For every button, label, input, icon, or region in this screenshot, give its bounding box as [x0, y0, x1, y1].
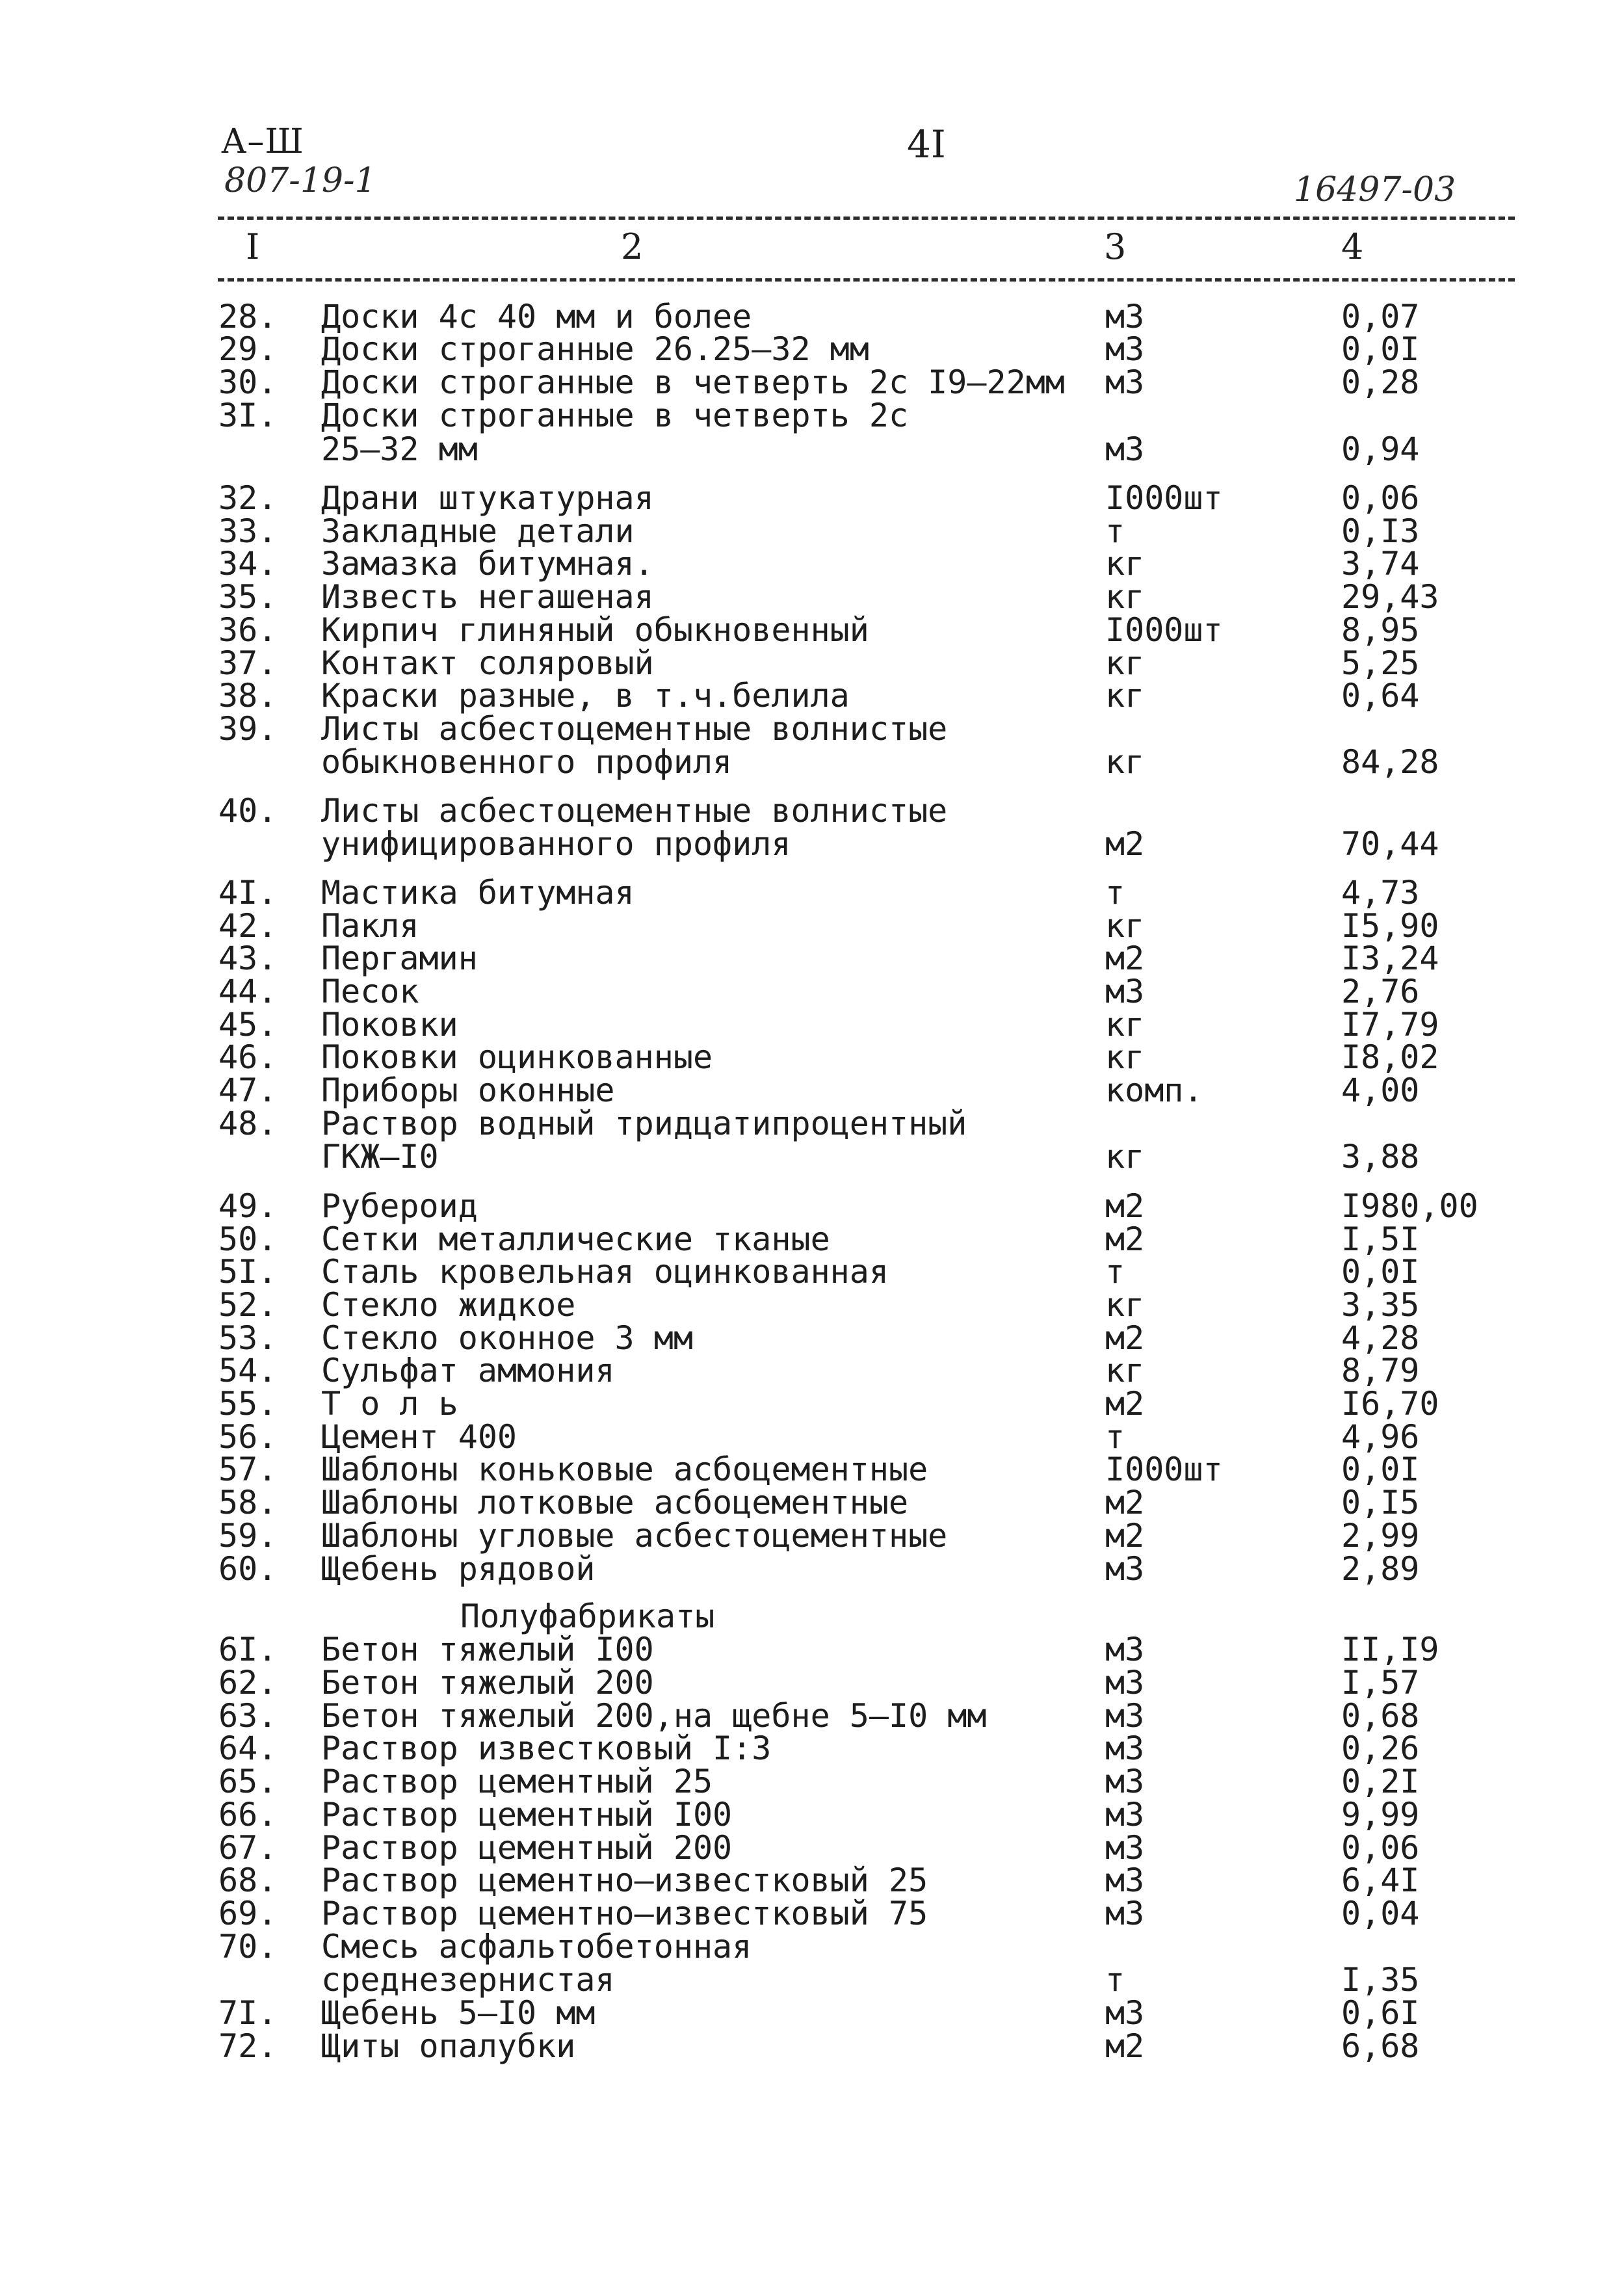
unit-of-measure: комп.	[1105, 1072, 1203, 1109]
material-name: Раствор цементно–известковый 75	[321, 1895, 928, 1932]
quantity: 4,73	[1341, 874, 1420, 912]
quantity: 29,43	[1341, 578, 1439, 616]
row-number: 60.	[218, 1550, 278, 1588]
material-name: Песок	[321, 973, 419, 1010]
row-number: 43.	[218, 940, 278, 977]
unit-of-measure: т	[1105, 1961, 1125, 1999]
quantity: 0,94	[1341, 430, 1420, 468]
material-name: обыкновенного профиля	[321, 743, 733, 781]
row-number: 42.	[218, 907, 278, 945]
quantity: 2,76	[1341, 973, 1420, 1010]
material-name: Доски строганные в четверть 2с	[321, 397, 909, 434]
unit-of-measure: м3	[1105, 430, 1145, 468]
quantity: 2,89	[1341, 1550, 1420, 1588]
quantity: 0,64	[1341, 677, 1420, 715]
material-name: Мастика битумная	[321, 874, 635, 912]
unit-of-measure: м3	[1105, 1796, 1145, 1834]
material-name: ГКЖ–I0	[321, 1138, 439, 1176]
quantity: 6,4I	[1341, 1861, 1420, 1899]
material-name: Пакля	[321, 907, 419, 945]
row-number: 34.	[218, 545, 278, 583]
unit-of-measure: I000шт	[1105, 479, 1223, 517]
quantity: 0,0I	[1341, 1451, 1420, 1488]
quantity: 0,06	[1341, 479, 1420, 517]
unit-of-measure: м3	[1105, 973, 1145, 1010]
quantity: 0,26	[1341, 1729, 1420, 1767]
row-number: 59.	[218, 1517, 278, 1555]
unit-of-measure: кг	[1105, 1352, 1145, 1389]
unit-of-measure: кг	[1105, 1138, 1145, 1176]
material-name: Поковки	[321, 1006, 458, 1044]
material-name: Стекло оконное 3 мм	[321, 1319, 693, 1357]
row-number: 57.	[218, 1451, 278, 1488]
quantity: 0,I5	[1341, 1484, 1420, 1521]
quantity: 0,2I	[1341, 1763, 1420, 1800]
unit-of-measure: м3	[1105, 1631, 1145, 1668]
material-name: Сульфат аммония	[321, 1352, 615, 1389]
unit-of-measure: м2	[1105, 2027, 1145, 2065]
row-number: 40.	[218, 792, 278, 830]
material-name: Бетон тяжелый 200,на щебне 5–I0 мм	[321, 1697, 987, 1735]
unit-of-measure: кг	[1105, 743, 1145, 781]
row-number: 36.	[218, 611, 278, 649]
unit-of-measure: м3	[1105, 1829, 1145, 1867]
unit-of-measure: м2	[1105, 940, 1145, 977]
material-name: Сталь кровельная оцинкованная	[321, 1253, 889, 1291]
material-name: Листы асбестоцементные волнистые	[321, 710, 948, 748]
material-name: Приборы оконные	[321, 1072, 615, 1109]
unit-of-measure: кг	[1105, 1038, 1145, 1076]
quantity: 2,99	[1341, 1517, 1420, 1555]
unit-of-measure: м2	[1105, 1220, 1145, 1258]
material-name: Пергамин	[321, 940, 478, 977]
row-number: 49.	[218, 1187, 278, 1225]
quantity: 0,0I	[1341, 1253, 1420, 1291]
unit-of-measure: I000шт	[1105, 1451, 1223, 1488]
unit-of-measure: м2	[1105, 1319, 1145, 1357]
quantity: I6,70	[1341, 1385, 1439, 1423]
quantity: I,57	[1341, 1664, 1420, 1702]
material-name: Доски 4с 40 мм и более	[321, 298, 752, 335]
quantity: 8,95	[1341, 611, 1420, 649]
unit-of-measure: м3	[1105, 298, 1145, 335]
material-name: Замазка битумная.	[321, 545, 654, 583]
row-number: 67.	[218, 1829, 278, 1867]
handwritten-note-left: 807-19-1	[224, 161, 376, 200]
row-number: 30.	[218, 363, 278, 401]
quantity: 0,28	[1341, 363, 1420, 401]
quantity: 4,28	[1341, 1319, 1420, 1357]
unit-of-measure: м3	[1105, 1763, 1145, 1800]
row-number: 52.	[218, 1286, 278, 1324]
material-name: Смесь асфальтобетонная	[321, 1928, 752, 1966]
row-number: 64.	[218, 1729, 278, 1767]
material-name: Раствор известковый I:3	[321, 1729, 772, 1767]
row-number: 33.	[218, 512, 278, 550]
material-name: среднезернистая	[321, 1961, 615, 1999]
unit-of-measure: м3	[1105, 1994, 1145, 2032]
material-name: Доски строганные в четверть 2с I9–22мм	[321, 363, 1065, 401]
quantity: 3,74	[1341, 545, 1420, 583]
row-number: 35.	[218, 578, 278, 616]
row-number: 47.	[218, 1072, 278, 1109]
quantity: 0,06	[1341, 1829, 1420, 1867]
row-number: 46.	[218, 1038, 278, 1076]
quantity: I7,79	[1341, 1006, 1439, 1044]
row-number: 38.	[218, 677, 278, 715]
row-number: 55.	[218, 1385, 278, 1423]
quantity: 0,6I	[1341, 1994, 1420, 2032]
material-name: Бетон тяжелый I00	[321, 1631, 654, 1668]
unit-of-measure: I000шт	[1105, 611, 1223, 649]
quantity: I5,90	[1341, 907, 1439, 945]
unit-of-measure: м3	[1105, 330, 1145, 368]
row-number: 48.	[218, 1105, 278, 1142]
page-number: 4I	[907, 122, 946, 166]
material-name: Кирпич глиняный обыкновенный	[321, 611, 869, 649]
row-number: 62.	[218, 1664, 278, 1702]
material-name: 25–32 мм	[321, 430, 478, 468]
row-number: 4I.	[218, 874, 278, 912]
column-header-3: 3	[1104, 226, 1127, 267]
row-number: 45.	[218, 1006, 278, 1044]
row-number: 44.	[218, 973, 278, 1010]
row-number: 53.	[218, 1319, 278, 1357]
row-number: 6I.	[218, 1631, 278, 1668]
quantity: 0,07	[1341, 298, 1420, 335]
unit-of-measure: м2	[1105, 1187, 1145, 1225]
quantity: 5,25	[1341, 644, 1420, 682]
quantity: 4,96	[1341, 1418, 1420, 1456]
material-name: Щиты опалубки	[321, 2027, 576, 2065]
material-name: унифицированного профиля	[321, 825, 791, 863]
row-number: 32.	[218, 479, 278, 517]
material-name: Раствор цементный 200	[321, 1829, 733, 1867]
unit-of-measure: м3	[1105, 1895, 1145, 1932]
quantity: 70,44	[1341, 825, 1439, 863]
material-name: Шаблоны лотковые асбоцементные	[321, 1484, 909, 1521]
unit-of-measure: т	[1105, 1253, 1125, 1291]
unit-of-measure: кг	[1105, 907, 1145, 945]
unit-of-measure: кг	[1105, 1286, 1145, 1324]
material-name: Драни штукатурная	[321, 479, 654, 517]
row-number: 65.	[218, 1763, 278, 1800]
unit-of-measure: т	[1105, 874, 1125, 912]
material-name: Стекло жидкое	[321, 1286, 576, 1324]
row-number: 50.	[218, 1220, 278, 1258]
unit-of-measure: м3	[1105, 1861, 1145, 1899]
handwritten-note-right: 16497-03	[1294, 170, 1456, 209]
column-header-1: I	[246, 226, 260, 267]
unit-of-measure: м3	[1105, 1664, 1145, 1702]
material-name: Сетки металлические тканые	[321, 1220, 830, 1258]
material-name: Краски разные, в т.ч.белила	[321, 677, 850, 715]
column-header-4: 4	[1341, 226, 1364, 267]
row-number: 28.	[218, 298, 278, 335]
material-name: Т о л ь	[321, 1385, 458, 1423]
unit-of-measure: м3	[1105, 1697, 1145, 1735]
unit-of-measure: кг	[1105, 578, 1145, 616]
unit-of-measure: кг	[1105, 677, 1145, 715]
unit-of-measure: т	[1105, 1418, 1125, 1456]
row-number: 37.	[218, 644, 278, 682]
quantity: 3,88	[1341, 1138, 1420, 1176]
row-number: 66.	[218, 1796, 278, 1834]
quantity: I980,00	[1341, 1187, 1478, 1225]
row-number: 69.	[218, 1895, 278, 1932]
quantity: 0,I3	[1341, 512, 1420, 550]
quantity: 4,00	[1341, 1072, 1420, 1109]
material-name: Поковки оцинкованные	[321, 1038, 713, 1076]
row-number: 63.	[218, 1697, 278, 1735]
section-title: Полуфабрикаты	[460, 1598, 715, 1635]
row-number: 58.	[218, 1484, 278, 1521]
document-code: А–Ш	[221, 122, 304, 161]
quantity: 8,79	[1341, 1352, 1420, 1389]
material-name: Рубероид	[321, 1187, 478, 1225]
material-name: Раствор цементный 25	[321, 1763, 713, 1800]
unit-of-measure: кг	[1105, 1006, 1145, 1044]
row-number: 70.	[218, 1928, 278, 1966]
material-name: Раствор цементный I00	[321, 1796, 733, 1834]
quantity: 84,28	[1341, 743, 1439, 781]
unit-of-measure: м2	[1105, 1484, 1145, 1521]
row-number: 72.	[218, 2027, 278, 2065]
row-number: 54.	[218, 1352, 278, 1389]
material-name: Листы асбестоцементные волнистые	[321, 792, 948, 830]
material-name: Контакт соляровый	[321, 644, 654, 682]
material-name: Шаблоны коньковые асбоцементные	[321, 1451, 928, 1488]
unit-of-measure: м2	[1105, 1517, 1145, 1555]
quantity: I8,02	[1341, 1038, 1439, 1076]
quantity: 3,35	[1341, 1286, 1420, 1324]
material-name: Раствор водный тридцатипроцентный	[321, 1105, 967, 1142]
material-name: Бетон тяжелый 200	[321, 1664, 654, 1702]
quantity: II,I9	[1341, 1631, 1439, 1668]
unit-of-measure: т	[1105, 512, 1125, 550]
quantity: I,5I	[1341, 1220, 1420, 1258]
quantity: 9,99	[1341, 1796, 1420, 1834]
material-name: Цемент 400	[321, 1418, 517, 1456]
unit-of-measure: м2	[1105, 825, 1145, 863]
material-name: Щебень рядовой	[321, 1550, 596, 1588]
unit-of-measure: м3	[1105, 1729, 1145, 1767]
material-name: Раствор цементно–известковый 25	[321, 1861, 928, 1899]
row-number: 56.	[218, 1418, 278, 1456]
unit-of-measure: м2	[1105, 1385, 1145, 1423]
row-number: 7I.	[218, 1994, 278, 2032]
row-number: 3I.	[218, 397, 278, 434]
unit-of-measure: кг	[1105, 545, 1145, 583]
material-name: Шаблоны угловые асбестоцементные	[321, 1517, 948, 1555]
row-number: 29.	[218, 330, 278, 368]
unit-of-measure: м3	[1105, 363, 1145, 401]
column-header-2: 2	[621, 226, 644, 267]
unit-of-measure: м3	[1105, 1550, 1145, 1588]
quantity: I,35	[1341, 1961, 1420, 1999]
quantity: I3,24	[1341, 940, 1439, 977]
material-name: Закладные детали	[321, 512, 635, 550]
material-name: Щебень 5–I0 мм	[321, 1994, 596, 2032]
row-number: 39.	[218, 710, 278, 748]
unit-of-measure: кг	[1105, 644, 1145, 682]
row-number: 68.	[218, 1861, 278, 1899]
quantity: 0,68	[1341, 1697, 1420, 1735]
quantity: 6,68	[1341, 2027, 1420, 2065]
material-name: Доски строганные 26.25–32 мм	[321, 330, 869, 368]
quantity: 0,04	[1341, 1895, 1420, 1932]
material-name: Известь негашеная	[321, 578, 654, 616]
quantity: 0,0I	[1341, 330, 1420, 368]
row-number: 5I.	[218, 1253, 278, 1291]
